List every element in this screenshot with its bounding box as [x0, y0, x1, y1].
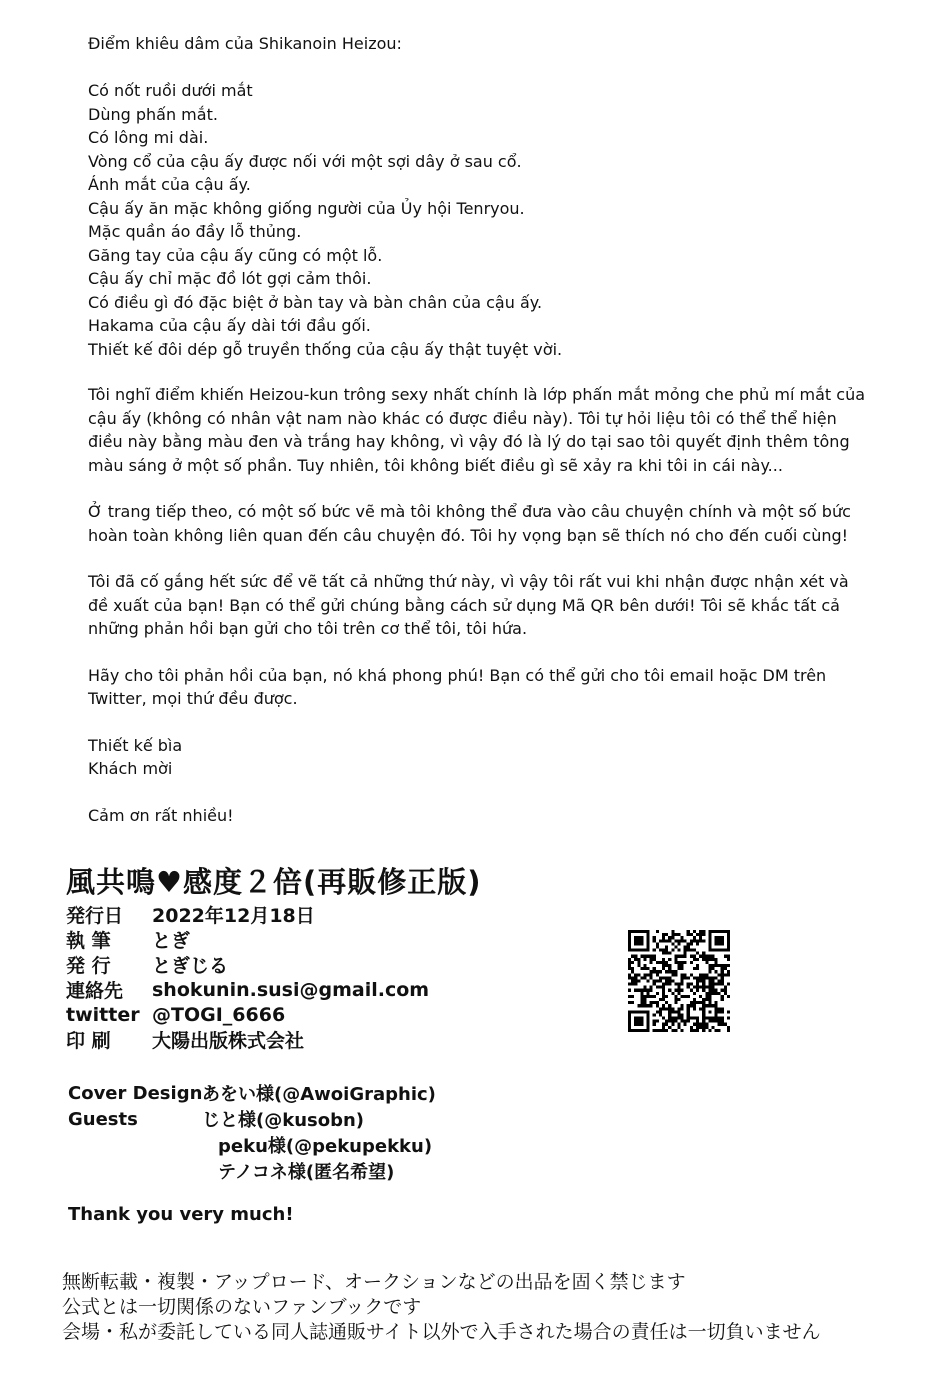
paragraph-line: cậu ấy (không có nhân vật nam nào khác có được điều này). Tôi tự hỏi liệu tôi có thể thể hiện: [88, 408, 837, 428]
credits: [68, 1080, 436, 1184]
book-title: 風共鳴♥感度２倍(再販修正版): [66, 865, 482, 899]
contact-label: 連絡先: [66, 980, 124, 1002]
author: とぎ: [152, 930, 191, 952]
paragraph-line: Cảm ơn rất nhiều!: [88, 805, 234, 825]
author-row: [66, 927, 429, 952]
printer-row: [66, 1027, 429, 1052]
contact-row: [66, 977, 429, 1002]
paragraph-contact: [88, 664, 878, 711]
paragraph-line: đề xuất của bạn! Bạn có thể gửi chúng bằng cách sử dụng Mã QR bên dưới! Tôi sẽ khắc tất cả: [88, 595, 840, 615]
paragraph-line: những phản hồi bạn gửi cho tôi trên cơ thể tôi, tôi hứa.: [88, 619, 528, 638]
paragraph-line: màu sáng ở một số phần. Tuy nhiên, tôi không biết điều gì sẽ xảy ra khi tôi in cái này...: [88, 455, 783, 475]
paragraph-line: Tôi đã cố gắng hết sức để vẽ tất cả những thứ này, vì vậy tôi rất vui khi nhận được nhận xét và: [88, 572, 849, 591]
guests-row: [68, 1158, 436, 1184]
list-item: Có nốt ruồi dưới mắt: [88, 81, 253, 100]
legal-line: 会場・私が委託している同人誌通販サイト以外で入手された場合の責任は一切負いません: [62, 1321, 821, 1343]
afterword-notes: [88, 32, 878, 850]
blank-line: [88, 56, 878, 80]
list-item: Thiết kế đôi dép gỗ truyền thống của cậu ấy thật tuyệt vời.: [88, 339, 563, 359]
list-item: Mặc quần áo đầy lỗ thủng.: [88, 222, 302, 241]
cover-design-row: [68, 1080, 436, 1106]
notes-heading: Điểm khiêu dâm của Shikanoin Heizou:: [88, 34, 402, 53]
guest-name: じと様(@kusobn): [202, 1110, 365, 1131]
guests-row: [68, 1106, 436, 1132]
printer: 大陽出版株式会社: [152, 1030, 305, 1052]
guest-name: テノコネ様(匿名希望): [218, 1162, 395, 1183]
paragraph-next-page: [88, 500, 878, 547]
paragraph-line: Khách mời: [88, 759, 173, 778]
twitter-handle: @TOGI_6666: [152, 1003, 286, 1026]
list-item: Dùng phấn mắt.: [88, 104, 218, 124]
list-item: Cậu ấy ăn mặc không giống người của Ủy hội Tenryou.: [88, 198, 525, 218]
qr-code-icon[interactable]: [628, 930, 730, 1032]
list-item: Ánh mắt của cậu ấy.: [88, 175, 251, 194]
cover-design-label: Cover Design: [68, 1082, 203, 1104]
twitter-row: [66, 1002, 429, 1027]
printer-label: 印 刷: [66, 1030, 111, 1052]
guest-name: peku様(@pekupekku): [218, 1136, 433, 1157]
list-item: Cậu ấy chỉ mặc đồ lót gợi cảm thôi.: [88, 269, 372, 288]
list-item: Găng tay của cậu ấy cũng có một lỗ.: [88, 245, 383, 265]
thanks-line: Thank you very much!: [68, 1204, 294, 1225]
twitter-label: twitter: [66, 1003, 140, 1026]
publish-date: 2022年12月18日: [152, 905, 315, 927]
list-item: Hakama của cậu ấy dài tới đầu gối.: [88, 316, 371, 335]
paragraph-line: hoàn toàn không liên quan đến câu chuyện đó. Tôi hy vọng bạn sẽ thích nó cho đến cuối cùng!: [88, 525, 849, 545]
legal-line: 公式とは一切関係のないファンブックです: [62, 1296, 422, 1318]
legal-notice: [62, 1270, 821, 1345]
paragraph-eyeshadow: [88, 383, 878, 477]
paragraph-line: Twitter, mọi thứ đều được.: [88, 689, 298, 708]
publisher-row: [66, 952, 429, 977]
paragraph-line: Thiết kế bìa: [88, 735, 183, 755]
publisher-label: 発 行: [66, 955, 111, 977]
colophon-details: [66, 902, 429, 1052]
paragraph-line: Tôi nghĩ điểm khiến Heizou-kun trông sexy nhất chính là lớp phấn mắt mỏng che phủ mí mắt của: [88, 385, 866, 404]
cover-designer: あをい様(@AwoiGraphic): [202, 1084, 436, 1105]
guests-row: [68, 1132, 436, 1158]
publish-date-row: [66, 902, 429, 927]
guests-label: Guests: [68, 1108, 138, 1130]
paragraph-line: Hãy cho tôi phản hồi của bạn, nó khá phong phú! Bạn có thể gửi cho tôi email hoặc DM trên: [88, 665, 827, 685]
paragraph-credits-vn: [88, 734, 878, 781]
appeal-list: [88, 79, 878, 361]
paragraph-line: Ở trang tiếp theo, có một số bức vẽ mà tôi không thể đưa vào câu chuyện chính và một số bức: [88, 502, 851, 521]
paragraph-line: điều này bằng màu đen và trắng hay không, vì vậy đó là lý do tại sao tôi quyết định thêm tông: [88, 432, 850, 451]
list-item: Có điều gì đó đặc biệt ở bàn tay và bàn chân của cậu ấy.: [88, 292, 543, 312]
paragraph-thanks-vn: [88, 804, 878, 828]
publisher: とぎじる: [152, 955, 229, 977]
paragraph-feedback: [88, 570, 878, 641]
publish-date-label: 発行日: [66, 905, 124, 927]
author-label: 執 筆: [66, 930, 111, 952]
list-item: Có lông mi dài.: [88, 128, 209, 147]
contact-email: shokunin.susi@gmail.com: [152, 978, 430, 1001]
legal-line: 無断転載・複製・アップロード、オークションなどの出品を固く禁じます: [62, 1271, 686, 1293]
list-item: Vòng cổ của cậu ấy được nối với một sợi dây ở sau cổ.: [88, 151, 522, 171]
